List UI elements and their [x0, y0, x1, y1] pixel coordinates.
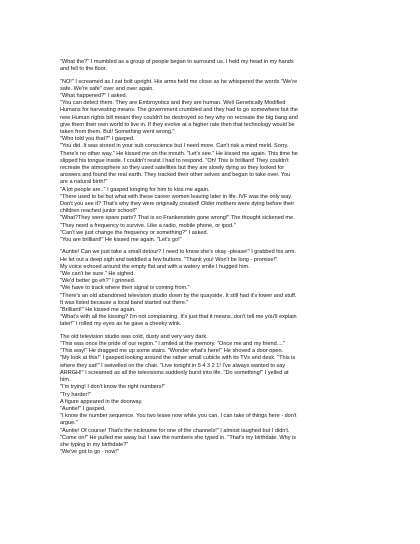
text-line: him. [60, 377, 71, 384]
text-line: recreate the atmosphere so they used satellites but they are slowly dying so they looked for [60, 165, 285, 172]
text-line: are a natural birth!" [60, 179, 107, 186]
text-line: "I'm trying! I don't know the right numbers!" [60, 384, 166, 391]
text-line: "You are brilliant!" He kissed me again. "Let's go!" [60, 237, 182, 244]
text-line: There's no other way." He kissed me on the mouth. "Let's see." He kissed me again. This time he [60, 150, 298, 157]
text-line: argue." [60, 420, 78, 427]
text-line: "You did. It was stored in your sub conscience but I need more. Can't risk a mind meld. Sorry. [60, 143, 289, 150]
text-line: "Brilliant!" He kissed me again. [60, 307, 136, 314]
text-line: "Can't we just change the frequency or something?" I asked. [60, 229, 209, 236]
text-line: "What happened?" I asked. [60, 93, 128, 99]
text-line: "Auntie! Of course! That's the nickname for one of the channels!" I almost laughed but I didn't. [60, 427, 290, 434]
text-line: "We can't be sure." He sighed. [60, 271, 135, 278]
text-line: and fell to the floor. [60, 66, 107, 73]
text-line: "This way!" He dragged me up some stairs. "Wonder what's here!" He shoved a door open. [60, 348, 284, 355]
text-line: "We've got to go - now!" [60, 449, 119, 456]
text-line: "What's with all the kissing? I'm not complaining. It's just that it means..don't tell me you'll explain [60, 314, 297, 321]
text-line: new Human rights bill meant they couldn't be destroyed so hey why no recreate the big bang and [60, 114, 298, 121]
text-line: taken from them. But! Something went wrong." [60, 129, 175, 136]
text-line: My voice echoed around the empty flat and with a watery smile I hugged him. [60, 263, 250, 270]
text-line: answers and found the real earth. They tracked their other selves and began to take over. You [60, 172, 291, 179]
text-line: "What?They were spare parts? That is so Frankenstein gone wrong!" The thought sickened me. [60, 215, 295, 222]
text-line: "A lot people are.." I gasped longing for him to kiss me again. [60, 186, 210, 193]
text-line: ARRGH!" I screamed as all the televisions suddenly burst into life. "Do something!" I yelled at [60, 369, 289, 376]
text-line: later!" I rolled my eyes as he gave a cheeky wink. [60, 321, 182, 328]
paragraph-2 [60, 79, 379, 245]
text-line: "My look at this!" I gasped looking around the rather small cubicle with its TVs and desk. "This is [60, 355, 296, 362]
text-line: "They need a frequency to survive. Like a radio, mobile phone, or ipod." [60, 222, 236, 229]
text-line: "Try harder!" [60, 391, 91, 398]
text-line: "This was once the pride of our region." I smiled at the memory. "Once me and my friend...." [60, 341, 285, 348]
text-line: "What the?" I mumbled as a group of people began to surround us. I held my head in my hands [60, 59, 294, 65]
text-line: "We have to track where their signal is coming from." [60, 285, 190, 292]
text-line: "There's an old abandoned television studio down by the quayside. It still had it's tower and stuff. [60, 292, 297, 299]
text-line: children reached junior school!" [60, 208, 138, 215]
text-line: "We'd better go eh?" I grinned. [60, 278, 136, 285]
text-line: A figure appeared in the doorway. [60, 398, 143, 405]
text-line: "NO!" I screamed as I sat bolt upright. His arms held me close as he whispered the words "We're [60, 78, 298, 85]
text-line: "Who told you that?" I gasped. [60, 136, 135, 143]
text-line: "I know the number sequence. You two leave now while you can. I can take of things here - don't [60, 413, 297, 420]
text-line: "Auntie!" I gasped. [60, 405, 106, 412]
text-line: Humans for harvesting means. The government crumbled and they had to go somewhere but the [60, 107, 298, 114]
paragraph-3 [60, 249, 379, 328]
text-line: she typing in my birthdate?" [60, 441, 129, 448]
text-line: "Auntie! Can we just take a small detour? I need to know she's okay -please!" I grabbed his arm. [60, 249, 296, 256]
paragraph-4 [60, 334, 379, 456]
text-line: slipped his tongue inside. I couldn't resist I had to respond. "Oh! This is brilliant! They couldn't [60, 157, 289, 164]
text-line: He let out a deep sigh and twiddled a few buttons. "Thank you! Won't be long - promise!" [60, 256, 278, 263]
text-line: safe. We're safe" over and over again. [60, 85, 154, 92]
text-line: The old television studio was cold, dusty and very very dark. [60, 333, 208, 340]
text-line: It was listed because a local band started out there." [60, 299, 189, 306]
text-line: "There used to be but what with these career women leaving later in life. IVF was the only way. [60, 193, 293, 200]
text-line: "You can detect them. They are Embroyotics and they are human. Well Genetically Modified [60, 100, 286, 107]
text-line: Don't you see it? That's why they were originally created! Older mothers were dying before their [60, 201, 295, 208]
text-line: "Come on!" He pulled me away but I saw the numbers she typed in. "That's my birthdate. Why is [60, 434, 297, 441]
text-line: where they sat!" I swivelled on the chair. "Live tonight in 5 4 3 2 1! I've always wanted to say [60, 362, 286, 369]
text-line: give them their own world to live in. If they evolve at a higher rate then that technology would be [60, 121, 295, 128]
paragraph-1 [60, 59, 379, 73]
